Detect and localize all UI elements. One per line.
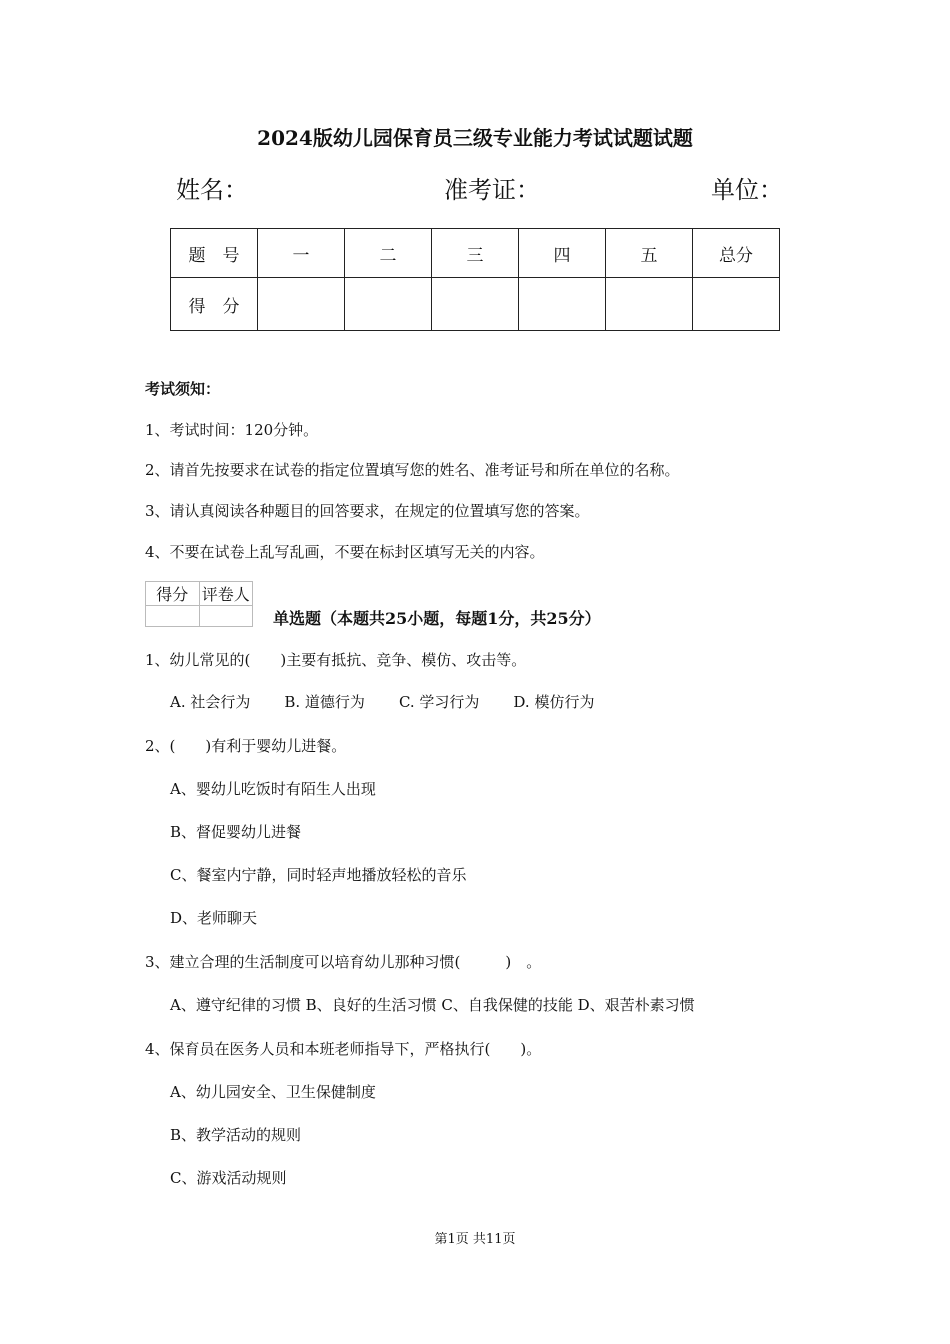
name-field-label: 姓名： [176,176,248,204]
unit-field-label: 单位： [711,176,783,204]
grader-table [145,581,253,627]
score-header-cell: 总分 [693,229,780,278]
score-header-cell: 三 [432,229,519,278]
score-header-cell: 五 [606,229,693,278]
option[interactable]: A、婴幼儿吃饭时有陌生人出现 [170,780,376,798]
question-stem: 2、( )有利于婴幼儿进餐。 [145,737,347,755]
option[interactable]: C、餐室内宁静，同时轻声地播放轻松的音乐 [170,866,467,884]
grader-score-label: 得分 [146,582,200,606]
score-header-cell: 四 [519,229,606,278]
score-cell[interactable] [258,278,345,331]
candidate-fields [0,170,950,204]
grader-reviewer-cell[interactable] [199,606,253,627]
option-row [170,691,594,712]
score-cell[interactable] [432,278,519,331]
grader-reviewer-label: 评卷人 [199,582,253,606]
notes-heading: 考试须知： [145,380,221,398]
option[interactable]: B. 道德行为 [284,693,365,711]
option[interactable]: A、幼儿园安全、卫生保健制度 [170,1083,376,1101]
score-header-cell: 一 [258,229,345,278]
option[interactable]: D、老师聊天 [170,909,258,927]
grader-score-cell[interactable] [146,606,200,627]
question-stem: 3、建立合理的生活制度可以培育幼儿那种习惯( ) 。 [145,953,542,971]
score-header-cell: 二 [345,229,432,278]
score-table [170,228,780,331]
note-item: 2、请首先按要求在试卷的指定位置填写您的姓名、准考证号和所在单位的名称。 [145,461,680,479]
score-cell[interactable] [345,278,432,331]
option[interactable]: C、游戏活动规则 [170,1169,287,1187]
page-footer: 第1页 共11页 [434,1232,516,1247]
option[interactable]: B、教学活动的规则 [170,1126,302,1144]
option[interactable]: A. 社会行为 [170,693,251,711]
score-cell[interactable] [693,278,780,331]
option[interactable]: D. 模仿行为 [513,693,595,711]
question-stem: 4、保育员在医务人员和本班老师指导下，严格执行( )。 [145,1040,542,1058]
note-item: 3、请认真阅读各种题目的回答要求，在规定的位置填写您的答案。 [145,502,590,520]
section-title: 单选题（本题共25小题，每题1分，共25分） [273,609,601,628]
score-table-score-row [171,278,780,331]
option[interactable]: A、遵守纪律的习惯 B、良好的生活习惯 C、自我保健的技能 D、艰苦朴素习惯 [170,996,695,1014]
score-row-label: 得 分 [171,278,258,331]
option[interactable]: C. 学习行为 [398,693,480,711]
score-table-header-row [171,229,780,278]
option[interactable]: B、督促婴幼儿进餐 [170,823,302,841]
question-stem: 1、幼儿常见的( )主要有抵抗、竞争、模仿、攻击等。 [145,651,527,669]
score-header-cell: 题 号 [171,229,258,278]
document-title: 2024版幼儿园保育员三级专业能力考试试题试题 [257,126,693,150]
note-item: 4、不要在试卷上乱写乱画，不要在标封区填写无关的内容。 [145,543,545,561]
score-cell[interactable] [519,278,606,331]
score-cell[interactable] [606,278,693,331]
note-item: 1、考试时间：120分钟。 [145,421,319,439]
exam-number-field-label: 准考证： [444,176,540,204]
